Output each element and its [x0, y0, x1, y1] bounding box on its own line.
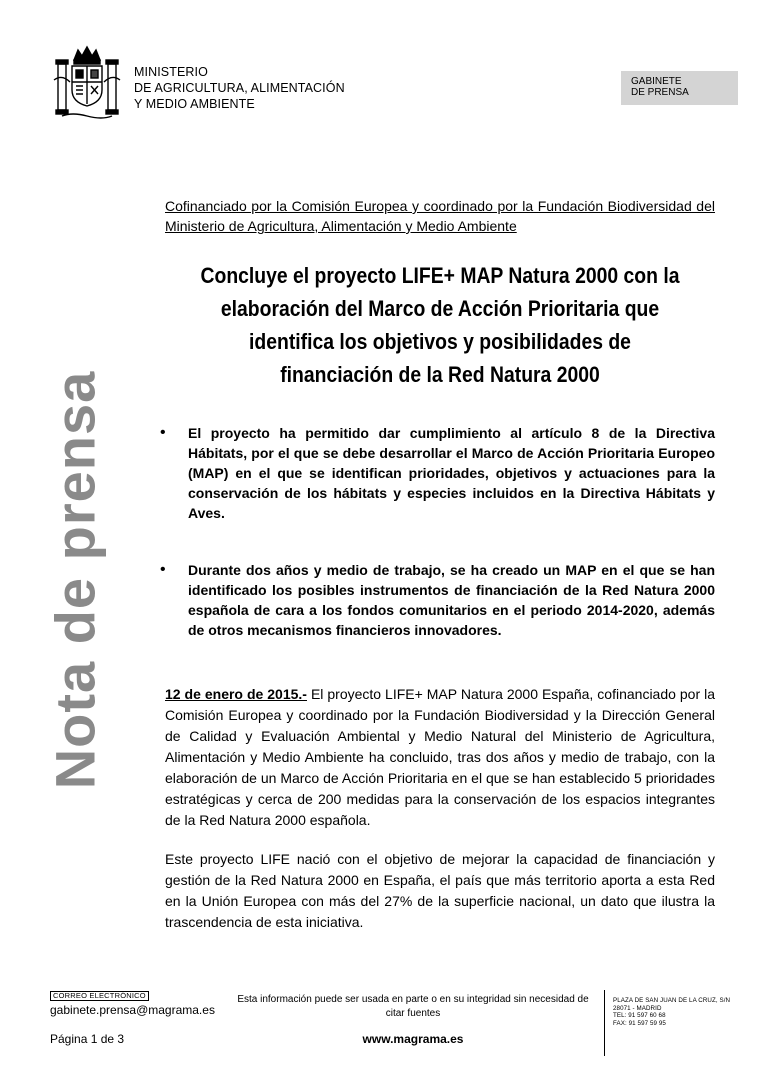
press-office-box	[621, 71, 738, 105]
bullet-text: El proyecto ha permitido dar cumplimiento al artículo 8 de la Directiva Hábitats, por el que se debe desarrollar el Marco de Acción Prioritaria Europeo (MAP) en el que se identifican prioridades, objetivos y actuaciones para la conservación de los hábitats y especies incluidos en la Directiva Hábitats y Aves.	[188, 425, 715, 521]
side-label-text: Nota de prensa	[43, 370, 107, 790]
press-office-line: DE PRENSA	[631, 87, 689, 98]
headline	[194, 259, 687, 391]
headline-line: financiación de la Red Natura 2000	[280, 362, 600, 387]
headline-line: Concluye el proyecto LIFE+ MAP Natura 2000 con la	[200, 263, 680, 288]
email-label: CORREO ELECTRÓNICO	[50, 991, 149, 1001]
footer-divider	[604, 990, 605, 1056]
address-line: FAX: 91 597 59 95	[613, 1020, 666, 1028]
intro-subtitle: Cofinanciado por la Comisión Europea y coordinado por la Fundación Biodiversidad del Ministerio de Agricultura, Alimentación y Medio Ambiente	[165, 198, 715, 234]
headline-line: identifica los objetivos y posibilidades de	[249, 329, 631, 354]
bullet-symbol: •	[160, 424, 166, 441]
usage-disclaimer: Esta información puede ser usada en parte o en su integridad sin necesidad de citar fuentes	[237, 994, 589, 1019]
bullet-text: Durante dos años y medio de trabajo, se ha creado un MAP en el que se han identificado los posibles instrumentos de financiación de la Red Natura 2000 española de cara a los fondos comunitarios en el periodo 2014-2020, además de otros mecanismos financieros innovadores.	[188, 562, 715, 638]
coat-of-arms-logo	[52, 44, 122, 120]
body-paragraph: Este proyecto LIFE nació con el objetivo de mejorar la capacidad de financiación y gestión de la Red Natura 2000 en España, el país que más territorio aporta a esta Red en la Unión Europea con más del 27% de la superficie nacional, un dato que ilustra la trascendencia de esta iniciativa.	[165, 851, 715, 930]
bullet-symbol: •	[160, 561, 166, 578]
page-number: Página 1 de 3	[50, 1032, 125, 1046]
press-office-line: GABINETE	[631, 76, 682, 87]
website-link[interactable]: www.magrama.es	[362, 1032, 464, 1046]
paragraph-text: El proyecto LIFE+ MAP Natura 2000 España, cofinanciado por la Comisión Europea y coordinado por la Fundación Biodiversidad y la Dirección General de Calidad y Evaluación Ambiental y Medio Natural del Ministerio de Agricultura, Alimentación y Medio Ambiente ha concluido, tras dos años y medio de trabajo, con la elaboración de un Marco de Acción Prioritaria en el que se han establecido 5 prioridades estratégicas y cerca de 200 medidas para la conservación de los espacios integrantes de la Red Natura 2000 española.	[165, 686, 715, 828]
ministry-name	[134, 64, 345, 112]
address-line: TEL: 91 597 60 68	[613, 1012, 666, 1020]
office-address	[613, 997, 730, 1028]
ministry-line: Y MEDIO AMBIENTE	[134, 97, 255, 111]
ministry-line: MINISTERIO	[134, 65, 208, 79]
address-line: PLAZA DE SAN JUAN DE LA CRUZ, S/N	[613, 997, 731, 1004]
dateline: 12 de enero de 2015.-	[165, 686, 307, 702]
body-paragraph	[165, 684, 715, 831]
headline-line: elaboración del Marco de Acción Prioritaria que	[220, 296, 660, 321]
ministry-line: DE AGRICULTURA, ALIMENTACIÓN	[134, 81, 345, 95]
side-label	[40, 370, 110, 790]
address-line: 28071 - MADRID	[613, 1004, 662, 1012]
press-email-link[interactable]: gabinete.prensa@magrama.es	[50, 1003, 215, 1017]
